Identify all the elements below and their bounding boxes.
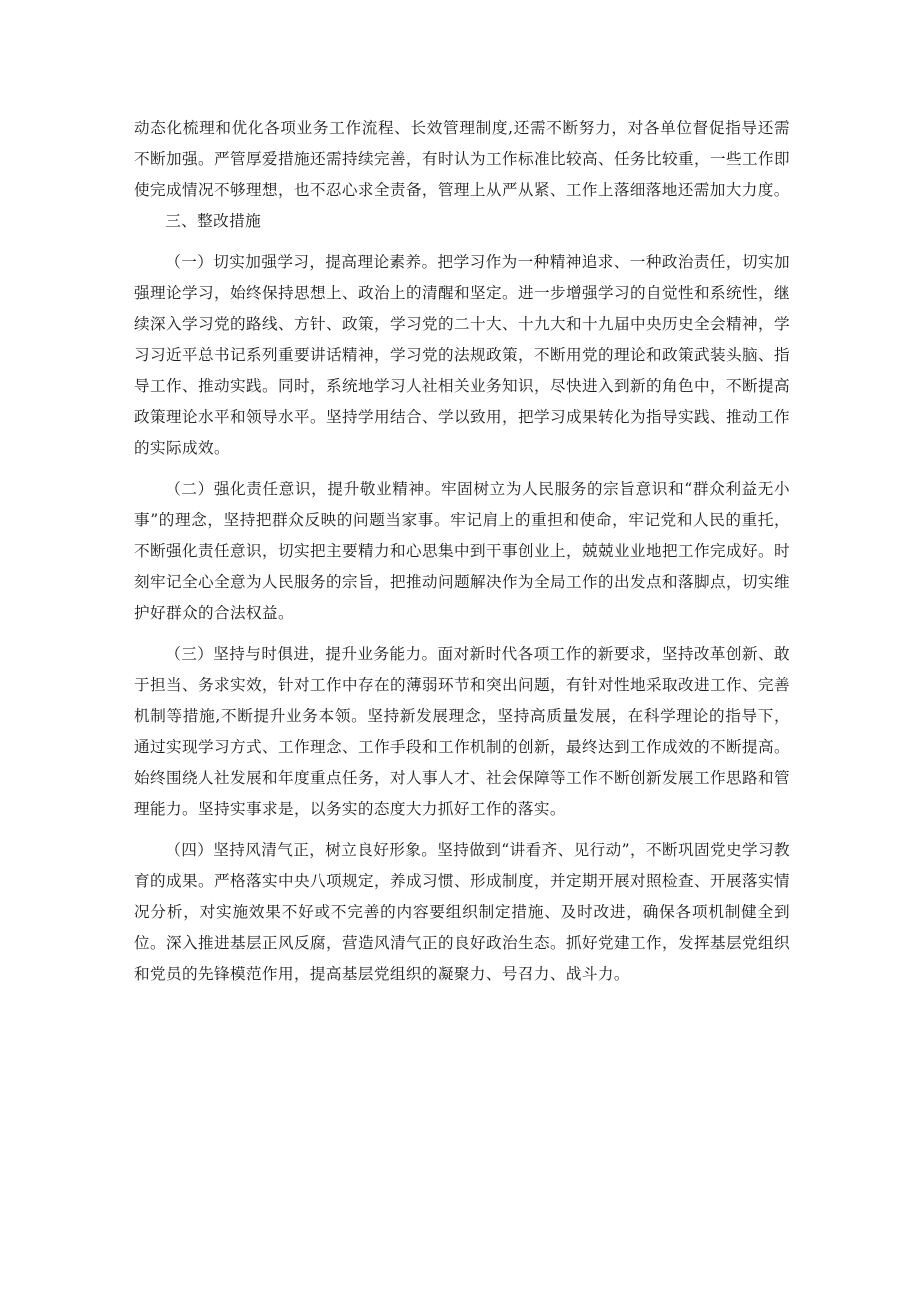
- measure-paragraph-4: （四）坚持风清气正，树立良好形象。坚持做到“讲看齐、见行动”，不断巩固党史学习教育的成果。严格落实中央八项规定，养成习惯、形成制度，并定期开展对照检查、开展落实情况分析，对实施效果不好或不完善的内容要组织制定措施、及时改进，确保各项机制健全到位。深入推进基层正风反腐，营造风清气正的良好政治生态。抓好党建工作，发挥基层党组织和党员的先锋模范作用，提高基层党组织的凝聚力、号召力、战斗力。: [134, 841, 790, 983]
- document-body: [134, 113, 790, 990]
- measure-paragraph-2: （二）强化责任意识，提升敬业精神。牢固树立为人民服务的宗旨意识和“群众利益无小事”的理念，坚持把群众反映的问题当家事。牢记肩上的重担和使命，牢记党和人民的重托，不断强化责任意识，切实把主要精力和心思集中到干事创业上，兢兢业业地把工作完成好。时刻牢记全心全意为人民服务的宗旨，把推动问题解决作为全局工作的出发点和落脚点，切实维护好群众的合法权益。: [134, 480, 790, 622]
- measure-paragraph-3: （三）坚持与时俱进，提升业务能力。面对新时代各项工作的新要求，坚持改革创新、敢于担当、务求实效，针对工作中存在的薄弱环节和突出问题，有针对性地采取改进工作、完善机制等措施,不断提升业务本领。坚持新发展理念，坚持高质量发展，在科学理论的指导下，通过实现学习方式、工作理念、工作手段和工作机制的创新，最终达到工作成效的不断提高。始终围绕人社发展和年度重点任务，对人事人才、社会保障等工作不断创新发展工作思路和管理能力。坚持实事求是，以务实的态度大力抓好工作的落实。: [134, 645, 790, 818]
- measure-paragraph-1: （一）切实加强学习，提高理论素养。把学习作为一种精神追求、一种政治责任，切实加强理论学习，始终保持思想上、政治上的清醒和坚定。进一步增强学习的自觉性和系统性，继续深入学习党的路线、方针、政策，学习党的二十大、十九大和十九届中央历史全会精神，学习习近平总书记系列重要讲话精神，学习党的法规政策，不断用党的理论和政策武装头脑、指导工作、推动实践。同时，系统地学习人社相关业务知识，尽快进入到新的角色中，不断提高政策理论水平和领导水平。坚持学用结合、学以致用，把学习成果转化为指导实践、推动工作的实际成效。: [134, 253, 790, 457]
- continuation-paragraph: 动态化梳理和优化各项业务工作流程、长效管理制度,还需不断努力，对各单位督促指导还需不断加强。严管厚爱措施还需持续完善，有时认为工作标准比较高、任务比较重，一些工作即使完成情况不够理想，也不忍心求全责备，管理上从严从紧、工作上落细落地还需加大力度。: [134, 119, 790, 199]
- section-heading: 三、整改措施: [165, 212, 262, 230]
